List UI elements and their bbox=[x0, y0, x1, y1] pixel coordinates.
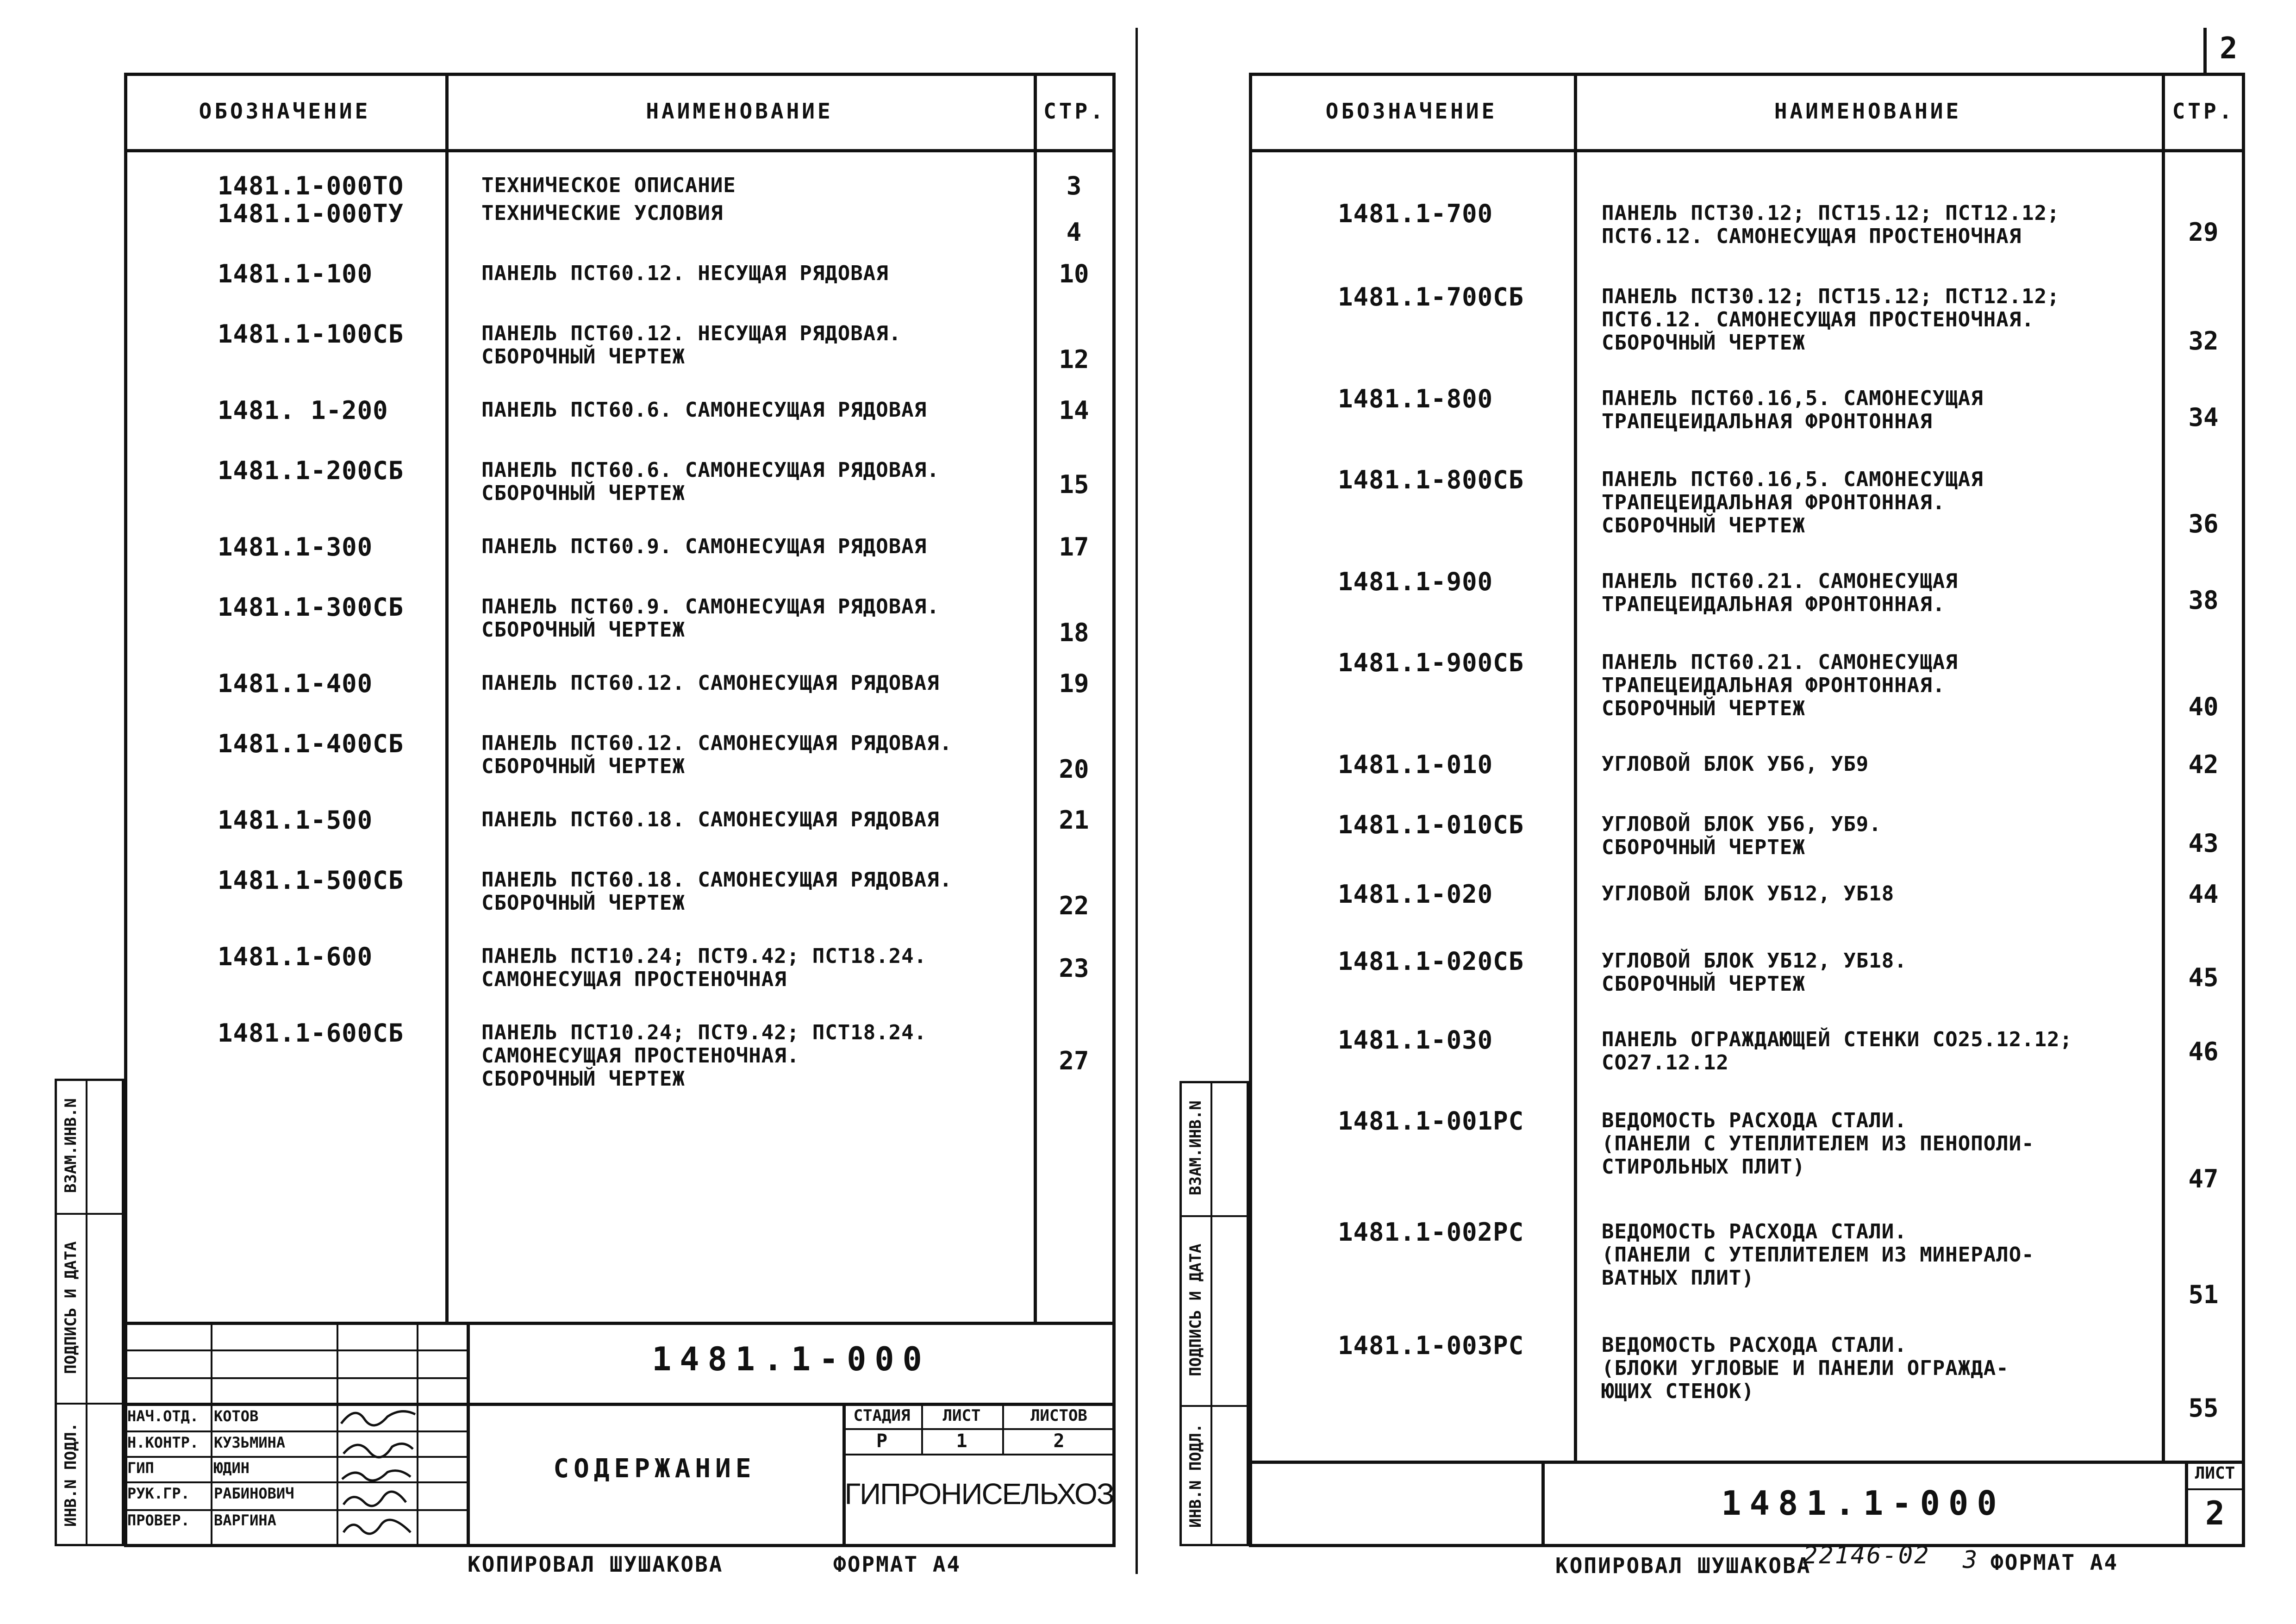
row-page-number: 14 bbox=[1059, 396, 1089, 425]
row-designation: 1481.1-000ТУ bbox=[218, 199, 404, 228]
row-page-number: 3 bbox=[1066, 171, 1082, 200]
row-designation: 1481.1-030 bbox=[1338, 1025, 1493, 1055]
title-block-person-name: РАБИНОВИЧ bbox=[214, 1485, 294, 1502]
left-side-label-podpis: ПОДПИСЬ И ДАТА bbox=[62, 1241, 80, 1374]
right-header-name: НАИМЕНОВАНИЕ bbox=[1774, 98, 1962, 124]
left-col-divider-2 bbox=[1034, 73, 1037, 1322]
row-name: ПАНЕЛЬ ПСТ60.12. САМОНЕСУЩАЯ РЯДОВАЯ. СБОРОЧНЫЙ ЧЕРТЕЖ bbox=[481, 731, 953, 778]
title-block-role-label: Н.КОНТР. bbox=[127, 1434, 199, 1451]
row-name: ПАНЕЛЬ ПСТ30.12; ПСТ15.12; ПСТ12.12; ПСТ6.12. САМОНЕСУЩАЯ ПРОСТЕНОЧНАЯ. СБОРОЧНЫЙ ЧЕРТЕЖ bbox=[1602, 285, 2060, 355]
row-designation: 1481.1-000ТО bbox=[218, 171, 404, 200]
title-block-role-label: РУК.ГР. bbox=[127, 1485, 190, 1502]
row-page-number: 32 bbox=[2188, 326, 2219, 356]
row-page-number: 43 bbox=[2188, 829, 2219, 858]
right-side-label-inv: ИНВ.N ПОДЛ. bbox=[1186, 1423, 1205, 1528]
row-page-number: 44 bbox=[2188, 880, 2219, 909]
row-page-number: 47 bbox=[2188, 1164, 2219, 1193]
row-designation: 1481.1-010СБ bbox=[1338, 810, 1524, 839]
row-designation: 1481.1-300 bbox=[218, 532, 373, 562]
row-designation: 1481.1-600СБ bbox=[218, 1018, 404, 1048]
sheets-label: ЛИСТОВ bbox=[1030, 1406, 1087, 1425]
row-designation: 1481.1-020 bbox=[1338, 880, 1493, 909]
title-block-role-label: ПРОВЕР. bbox=[127, 1512, 190, 1529]
left-header-page: СТР. bbox=[1043, 98, 1106, 124]
row-name: ВЕДОМОСТЬ РАСХОДА СТАЛИ. (ПАНЕЛИ С УТЕПЛИТЕЛЕМ ИЗ ПЕНОПОЛИ- СТИРОЛЬНЫХ ПЛИТ) bbox=[1602, 1109, 2034, 1179]
row-page-number: 55 bbox=[2188, 1393, 2219, 1423]
row-name: ПАНЕЛЬ ПСТ60.6. САМОНЕСУЩАЯ РЯДОВАЯ bbox=[481, 398, 927, 422]
stage-label: СТАДИЯ bbox=[853, 1406, 911, 1425]
row-designation: 1481.1-003РС bbox=[1338, 1331, 1524, 1360]
title-block-title: СОДЕРЖАНИЕ bbox=[553, 1454, 756, 1484]
row-page-number: 20 bbox=[1059, 755, 1089, 784]
row-page-number: 46 bbox=[2188, 1037, 2219, 1066]
title-block-person-name: КУЗЬМИНА bbox=[214, 1434, 286, 1451]
row-name: ПАНЕЛЬ ПСТ60.16,5. САМОНЕСУЩАЯ ТРАПЕЦЕИДАЛЬНАЯ ФРОНТОННАЯ bbox=[1602, 387, 1984, 433]
row-page-number: 45 bbox=[2188, 963, 2219, 992]
title-block-person-name: КОТОВ bbox=[214, 1407, 259, 1425]
row-name: ПАНЕЛЬ ПСТ60.9. САМОНЕСУЩАЯ РЯДОВАЯ. СБОРОЧНЫЙ ЧЕРТЕЖ bbox=[481, 595, 940, 642]
row-designation: 1481.1-600 bbox=[218, 942, 373, 971]
row-page-number: 36 bbox=[2188, 509, 2219, 538]
right-footer-num2: 3 bbox=[1963, 1546, 1978, 1574]
sheets-value: 2 bbox=[1053, 1430, 1065, 1452]
row-page-number: 29 bbox=[2188, 218, 2219, 247]
right-col-divider-2 bbox=[2162, 73, 2165, 1462]
row-name: ПАНЕЛЬ ПСТ10.24; ПСТ9.42; ПСТ18.24. САМОНЕСУЩАЯ ПРОСТЕНОЧНАЯ bbox=[481, 944, 927, 991]
row-name: ТЕХНИЧЕСКОЕ ОПИСАНИЕ bbox=[481, 174, 736, 197]
left-side-label-vzam: ВЗАМ.ИНВ.N bbox=[62, 1098, 80, 1193]
title-block-role-label: ГИП bbox=[127, 1459, 154, 1477]
row-name: УГЛОВОЙ БЛОК УБ12, УБ18 bbox=[1602, 882, 1895, 906]
row-designation: 1481.1-200СБ bbox=[218, 456, 404, 485]
row-name: ПАНЕЛЬ ПСТ60.12. НЕСУЩАЯ РЯДОВАЯ. СБОРОЧНЫЙ ЧЕРТЕЖ bbox=[481, 322, 902, 369]
row-designation: 1481.1-500СБ bbox=[218, 866, 404, 895]
row-page-number: 12 bbox=[1059, 345, 1089, 374]
row-page-number: 22 bbox=[1059, 891, 1089, 920]
row-page-number: 42 bbox=[2188, 750, 2219, 779]
row-name: УГЛОВОЙ БЛОК УБ12, УБ18. СБОРОЧНЫЙ ЧЕРТЕЖ bbox=[1602, 949, 1907, 996]
row-designation: 1481.1-010 bbox=[1338, 750, 1493, 779]
row-name: ВЕДОМОСТЬ РАСХОДА СТАЛИ. (ПАНЕЛИ С УТЕПЛИТЕЛЕМ ИЗ МИНЕРАЛО- ВАТНЫХ ПЛИТ) bbox=[1602, 1220, 2034, 1290]
title-block-col-1 bbox=[211, 1322, 212, 1547]
row-designation: 1481.1-020СБ bbox=[1338, 947, 1524, 976]
row-name: УГЛОВОЙ БЛОК УБ6, УБ9. СБОРОЧНЫЙ ЧЕРТЕЖ bbox=[1602, 812, 1882, 859]
row-page-number: 15 bbox=[1059, 470, 1089, 499]
row-designation: 1481.1-700СБ bbox=[1338, 282, 1524, 312]
row-name: ПАНЕЛЬ ПСТ60.6. САМОНЕСУЩАЯ РЯДОВАЯ. СБОРОЧНЫЙ ЧЕРТЕЖ bbox=[481, 458, 940, 505]
right-side-label-podpis: ПОДПИСЬ И ДАТА bbox=[1186, 1243, 1205, 1377]
page-divider bbox=[1136, 28, 1138, 1574]
title-block-rule-b bbox=[124, 1377, 467, 1379]
title-block-person-name: ВАРГИНА bbox=[214, 1512, 276, 1529]
row-name: ПАНЕЛЬ ПСТ60.21. САМОНЕСУЩАЯ ТРАПЕЦЕИДАЛЬНАЯ ФРОНТОННАЯ. bbox=[1602, 569, 1958, 616]
row-name: ТЕХНИЧЕСКИЕ УСЛОВИЯ bbox=[481, 201, 724, 225]
row-name: ПАНЕЛЬ ПСТ60.12. САМОНЕСУЩАЯ РЯДОВАЯ bbox=[481, 671, 940, 695]
row-name: ПАНЕЛЬ ПСТ60.18. САМОНЕСУЩАЯ РЯДОВАЯ. СБОРОЧНЫЙ ЧЕРТЕЖ bbox=[481, 868, 953, 915]
row-page-number: 18 bbox=[1059, 618, 1089, 647]
row-page-number: 17 bbox=[1059, 532, 1089, 562]
row-designation: 1481. 1-200 bbox=[218, 396, 388, 425]
right-footer-copied: КОПИРОВАЛ ШУШАКОВА bbox=[1555, 1553, 1811, 1578]
row-page-number: 27 bbox=[1059, 1046, 1089, 1075]
row-page-number: 21 bbox=[1059, 806, 1089, 835]
left-header-name: НАИМЕНОВАНИЕ bbox=[646, 98, 833, 124]
title-block-doc-code: 1481.1-000 bbox=[652, 1340, 930, 1378]
title-block-stage-rule-1 bbox=[842, 1428, 1116, 1430]
row-name: ПАНЕЛЬ ПСТ60.16,5. САМОНЕСУЩАЯ ТРАПЕЦЕИДАЛЬНАЯ ФРОНТОННАЯ. СБОРОЧНЫЙ ЧЕРТЕЖ bbox=[1602, 468, 1984, 537]
left-footer-format: ФОРМАТ А4 bbox=[833, 1552, 961, 1577]
row-designation: 1481.1-100СБ bbox=[218, 319, 404, 349]
right-col-divider-1 bbox=[1574, 73, 1577, 1462]
row-designation: 1481.1-100 bbox=[218, 259, 373, 288]
title-block-stage-rule-2 bbox=[842, 1454, 1116, 1455]
row-name: ПАНЕЛЬ ПСТ10.24; ПСТ9.42; ПСТ18.24. САМОНЕСУЩАЯ ПРОСТЕНОЧНАЯ. СБОРОЧНЫЙ ЧЕРТЕЖ bbox=[481, 1021, 927, 1091]
left-header-designation: ОБОЗНАЧЕНИЕ bbox=[199, 98, 371, 124]
right-title-rule bbox=[1249, 1461, 2245, 1464]
row-name: ПАНЕЛЬ ПСТ60.12. НЕСУЩАЯ РЯДОВАЯ bbox=[481, 262, 889, 285]
row-designation: 1481.1-700 bbox=[1338, 199, 1493, 228]
row-name: ПАНЕЛЬ ПСТ60.21. САМОНЕСУЩАЯ ТРАПЕЦЕИДАЛЬНАЯ ФРОНТОННАЯ. СБОРОЧНЫЙ ЧЕРТЕЖ bbox=[1602, 650, 1958, 720]
left-col-divider-1 bbox=[445, 73, 449, 1322]
right-footer-number: 22146-02 bbox=[1803, 1542, 1930, 1569]
sheet-value: 1 bbox=[956, 1430, 967, 1452]
row-designation: 1481.1-400 bbox=[218, 669, 373, 698]
row-name: ПАНЕЛЬ ПСТ30.12; ПСТ15.12; ПСТ12.12; ПСТ6.12. САМОНЕСУЩАЯ ПРОСТЕНОЧНАЯ bbox=[1602, 201, 2060, 248]
row-page-number: 4 bbox=[1066, 218, 1082, 247]
sheet-label: ЛИСТ bbox=[942, 1406, 981, 1425]
row-designation: 1481.1-002РС bbox=[1338, 1218, 1524, 1247]
row-page-number: 40 bbox=[2188, 692, 2219, 721]
right-side-stamp-divider bbox=[1210, 1081, 1212, 1546]
row-page-number: 38 bbox=[2188, 586, 2219, 615]
row-page-number: 19 bbox=[1059, 669, 1089, 698]
right-title-doc-code: 1481.1-000 bbox=[1721, 1484, 2005, 1523]
row-page-number: 10 bbox=[1059, 259, 1089, 288]
right-title-sheet-value: 2 bbox=[2205, 1494, 2225, 1532]
row-designation: 1481.1-800 bbox=[1338, 384, 1493, 413]
title-block-top-rule bbox=[124, 1322, 1116, 1325]
right-header-page: СТР. bbox=[2172, 98, 2235, 124]
row-designation: 1481.1-001РС bbox=[1338, 1106, 1524, 1136]
title-block-person-name: ЮДИН bbox=[214, 1459, 250, 1477]
row-designation: 1481.1-300СБ bbox=[218, 593, 404, 622]
right-side-label-vzam: ВЗАМ.ИНВ.N bbox=[1186, 1100, 1205, 1196]
right-title-sheet-label: ЛИСТ bbox=[2195, 1464, 2235, 1483]
row-designation: 1481.1-500 bbox=[218, 806, 373, 835]
left-footer-copied: КОПИРОВАЛ ШУШАКОВА bbox=[468, 1552, 724, 1577]
left-side-label-inv: ИНВ.N ПОДЛ. bbox=[62, 1422, 80, 1527]
row-designation: 1481.1-400СБ bbox=[218, 729, 404, 758]
title-block-role-label: НАЧ.ОТД. bbox=[127, 1407, 199, 1425]
row-page-number: 51 bbox=[2188, 1280, 2219, 1309]
row-name: УГЛОВОЙ БЛОК УБ6, УБ9 bbox=[1602, 752, 1869, 776]
right-header-designation: ОБОЗНАЧЕНИЕ bbox=[1325, 98, 1497, 124]
left-side-stamp-divider bbox=[86, 1079, 87, 1546]
title-block-mid-rule bbox=[124, 1403, 1116, 1406]
row-page-number: 34 bbox=[2188, 403, 2219, 432]
right-footer-format: ФОРМАТ А4 bbox=[1990, 1550, 2119, 1575]
row-name: ПАНЕЛЬ ПСТ60.9. САМОНЕСУЩАЯ РЯДОВАЯ bbox=[481, 535, 927, 558]
stage-value: Р bbox=[876, 1430, 888, 1452]
row-designation: 1481.1-900 bbox=[1338, 567, 1493, 596]
signatures bbox=[337, 1403, 420, 1547]
title-block-rule-a bbox=[124, 1349, 467, 1351]
row-page-number: 23 bbox=[1059, 954, 1089, 983]
row-name: ВЕДОМОСТЬ РАСХОДА СТАЛИ. (БЛОКИ УГЛОВЫЕ И ПАНЕЛИ ОГРАЖДА- ЮЩИХ СТЕНОК) bbox=[1602, 1333, 2009, 1403]
right-title-sheet-rule bbox=[2185, 1488, 2245, 1490]
row-name: ПАНЕЛЬ ПСТ60.18. САМОНЕСУЩАЯ РЯДОВАЯ bbox=[481, 808, 940, 831]
row-name: ПАНЕЛЬ ОГРАЖДАЮЩЕЙ СТЕНКИ СО25.12.12; СО27.12.12 bbox=[1602, 1028, 2073, 1074]
sheet-number-top: 2 bbox=[2220, 31, 2238, 66]
row-designation: 1481.1-800СБ bbox=[1338, 465, 1524, 494]
row-designation: 1481.1-900СБ bbox=[1338, 648, 1524, 677]
right-header-rule bbox=[1249, 149, 2245, 152]
left-header-rule bbox=[124, 149, 1116, 152]
organization-name: ГИПРОНИСЕЛЬХОЗ bbox=[844, 1477, 1114, 1511]
sheet-number-divider bbox=[2203, 28, 2207, 74]
